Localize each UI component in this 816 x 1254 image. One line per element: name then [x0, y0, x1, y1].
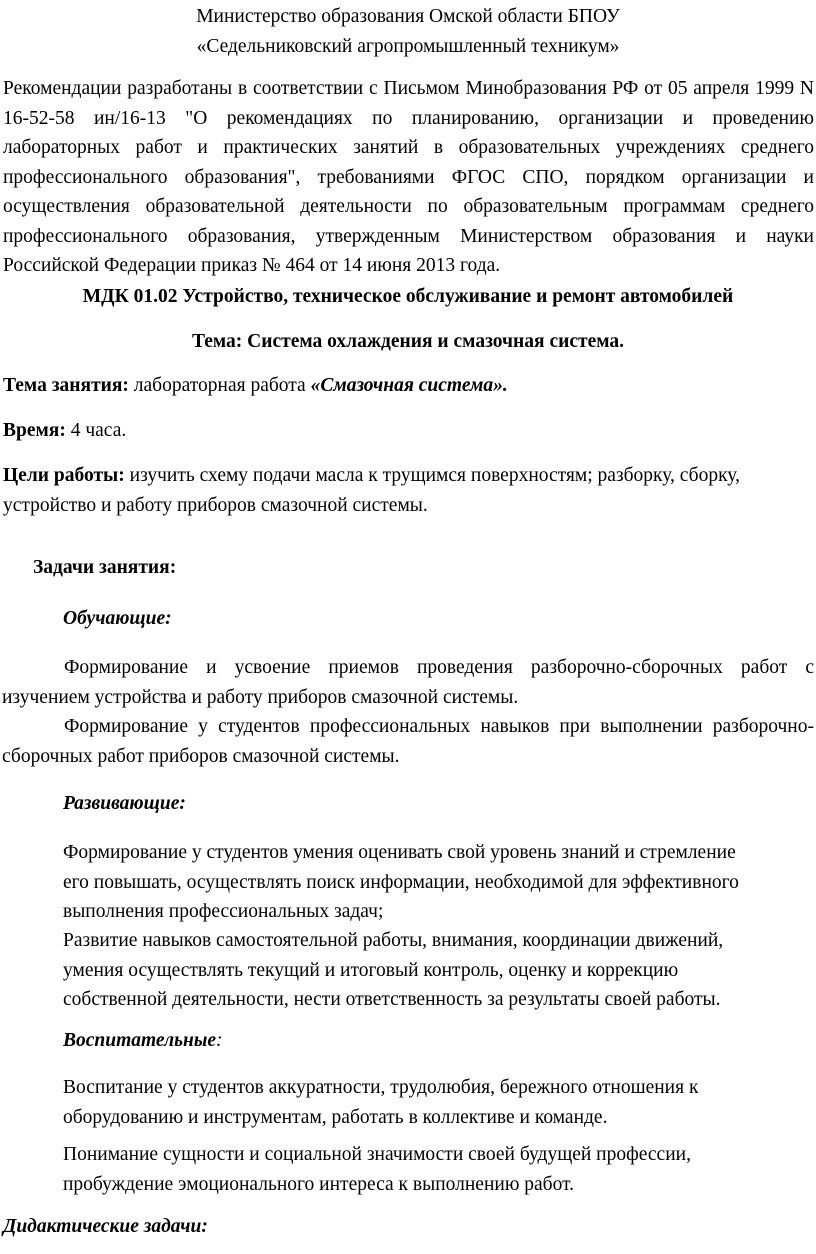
educational-paragraph-1 [63, 1073, 813, 1132]
developing-p1-line: его повышать, осуществлять поиск информации, необходимой для эффективного [63, 871, 739, 893]
lesson-topic-emphasis: «Смазочная система». [310, 375, 508, 396]
goals-text: изучить схему подачи масла к трущимся поверхностям; разборку, сборку, устройство и работу приборов смазочной системы. [3, 465, 740, 516]
teaching-paragraph-1: Формирование и усвоение приемов проведения разборочно-сборочных работ с изучением устройства и работу приборов смазочной системы. [2, 657, 814, 708]
didactic-heading: Дидактические задачи: [3, 1216, 208, 1237]
intro-paragraph: Рекомендации разработаны в соответствии с Письмом Минобразования РФ от 05 апреля 1999 N 16-52-58 ин/16-13 "О рекомендациях по планированию, организации и проведению лабораторных работ и практических занятий в образовательных учреждениях среднего профессионального образования", требованиями ФГОС СПО, порядком организации и осуществления образовательной деятельности по образовательным программам среднего профессионального образования, утвержденным Министерством образования и науки Российской Федерации приказ № 464 от 14 июня 2013 года. [3, 78, 814, 276]
developing-p2-line: Развитие навыков самостоятельной работы, внимания, координации движений, [63, 930, 724, 951]
developing-heading: Развивающие: [63, 793, 186, 814]
educational-heading [63, 1026, 223, 1056]
header-ministry: Министерство образования Омской области БПОУ [196, 6, 620, 27]
lesson-topic [3, 371, 814, 401]
educational-heading-text: Воспитательные [63, 1030, 217, 1051]
developing-p1-line: Формирование у студентов умения оценивать свой уровень знаний и стремление [63, 842, 736, 863]
mdk-title: МДК 01.02 Устройство, техническое обслуживание и ремонт автомобилей [82, 286, 734, 307]
teaching-paragraph-2: Формирование у студентов профессиональных навыков при выполнении разборочно-сборочных работ приборов смазочной системы. [2, 716, 814, 767]
topic-title: Тема: Система охлаждения и смазочная система. [191, 331, 625, 352]
educational-p1-line: Воспитание у студентов аккуратности, трудолюбия, бережного отношения к [63, 1077, 699, 1098]
developing-paragraph-1 [63, 838, 813, 927]
lesson-topic-label: Тема занятия: [3, 375, 129, 396]
educational-p2-line: пробуждение эмоционального интереса к выполнению работ. [63, 1173, 575, 1195]
educational-p1-line: оборудованию и инструментам, работать в коллективе и команде. [63, 1106, 608, 1128]
educational-paragraph-2 [63, 1140, 813, 1199]
educational-heading-colon: : [216, 1030, 223, 1051]
goals-label: Цели работы: [3, 465, 125, 486]
educational-p2-line: Понимание сущности и социальной значимости своей будущей профессии, [63, 1144, 691, 1165]
teaching-heading: Обучающие: [63, 608, 172, 629]
developing-p1-line: выполнения профессиональных задач; [63, 901, 384, 922]
lesson-goals [3, 461, 803, 520]
tasks-heading: Задачи занятия: [33, 557, 177, 578]
time-label: Время: [3, 420, 66, 441]
developing-p2-line: умения осуществлять текущий и итоговый контроль, оценку и коррекцию [63, 959, 679, 981]
lesson-topic-text: лабораторная работа [128, 375, 311, 396]
developing-paragraph-2 [63, 926, 813, 1015]
developing-p2-line: собственной деятельности, нести ответственность за результаты своей работы. [63, 989, 721, 1010]
lesson-time [3, 416, 814, 446]
time-text: 4 часа. [65, 420, 127, 441]
header-college: «Седельниковский агропромышленный техникум» [196, 36, 620, 57]
